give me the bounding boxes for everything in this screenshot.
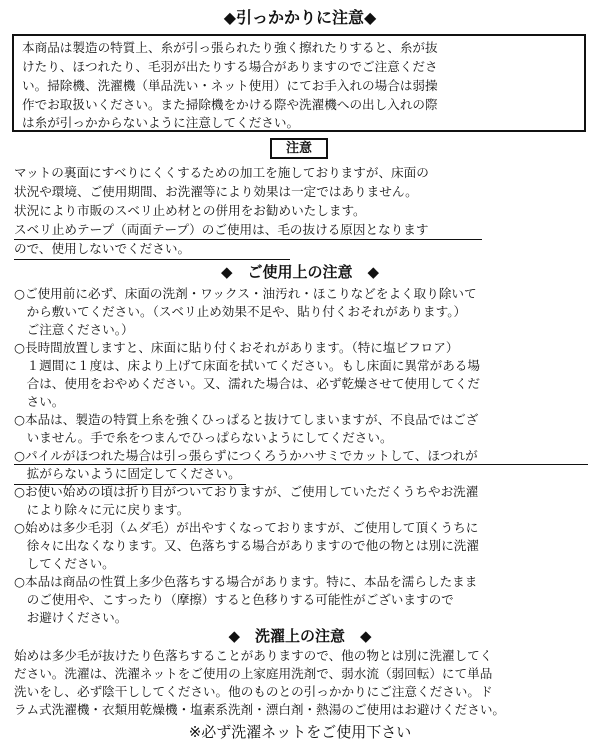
usage-line-2: から敷いてください。（スベリ止め効果不足や、貼り付くおそれがあります。） [14,304,467,319]
caution-line-4: スベリ止めテープ（両面テープ）のご使用は、毛の抜ける原因となります [14,222,429,237]
usage-line-9: いません。手で糸をつまんでひっぱらないようにしてください。 [14,430,393,445]
footer-note: ※必ず洗濯ネットをご使用下さい [188,723,412,741]
usage-line-16: してください。 [14,556,115,571]
usage-line-7: さい。 [14,394,65,409]
caution-underline-2 [14,259,290,260]
usage-line-3: ご注意ください。） [14,322,134,337]
washing-line-4: ラム式洗濯機・衣類用乾燥機・塩素系洗剤・漂白剤・熱湯のご使用はお避けください。 [14,702,506,717]
usage-line-10: ○パイルがほつれた場合は引っ張らずにつくろうかハサミでカットして、ほつれが [14,448,478,463]
caution-line-2: 状況や環境、ご使用期間、お洗濯等により効果は一定ではありません。 [14,184,418,199]
usage-line-5: １週間に１度は、床より上げて床面を拭いてください。もし床面に異常がある場 [14,358,480,373]
section-title-snag: ◆引っかかりに注意◆ [223,8,377,27]
washing-line-3: 洗いをし、必ず陰干ししてください。他のものとの引っかかりにご注意ください。ド [14,684,493,699]
usage-line-6: 合は、使用をおやめください。又、濡れた場合は、必ず乾燥させて使用してくだ [14,376,480,391]
snag-line-1: 本商品は製造の特質上、糸が引っ張られたり強く擦れたりすると、糸が抜 [22,40,438,55]
caution-underline-1 [14,239,482,240]
usage-line-19: お避けください。 [14,610,128,625]
usage-line-1: ○ご使用前に必ず、床面の洗剤・ワックス・油汚れ・ほこりなどをよく取り除いて [14,286,477,301]
usage-line-18: のご使用や、こすったり（摩擦）すると色移りする可能性がございますので [14,592,454,607]
caution-line-5: ので、使用しないでください。 [14,241,191,256]
usage-line-17: ○本品は商品の性質上多少色落ちする場合があります。特に、本品を濡らしたまま [14,574,478,589]
usage-line-13: により除々に元に戻ります。 [14,502,190,517]
snag-line-2: けたり、ほつれたり、毛羽が出たりする場合がありますのでご注意くださ [22,59,438,74]
usage-underline-1 [14,464,588,465]
section-title-washing: ◆ 洗濯上の注意 ◆ [228,627,372,645]
usage-line-8: ○本品は、製造の特質上糸を強くひっぱると抜けてしまいますが、不良品ではござ [14,412,479,427]
caution-line-3: 状況により市販のスベリ止め材との併用をお勧めいたします。 [14,203,366,218]
usage-line-11: 拡がらないように固定してください。 [14,466,241,481]
snag-line-5: は糸が引っかからないように注意してください。 [22,115,300,130]
usage-line-4: ○長時間放置しますと、床面に貼り付くおそれがあります。（特に塩ビフロア） [14,340,459,355]
usage-line-15: 徐々に出なくなります。又、色落ちする場合がありますので他の物とは別に洗濯 [14,538,479,553]
snag-line-4: 作でお取扱いください。また掃除機をかける際や洗濯機への出し入れの際 [22,97,438,112]
washing-line-2: ださい。洗濯は、洗濯ネットをご使用の上家庭用洗剤で、弱水流（弱回転）にて単品 [14,666,493,681]
section-title-caution: 注意 [270,138,328,159]
section-title-usage: ◆ ご使用上の注意 ◆ [220,263,380,281]
snag-line-3: い。掃除機、洗濯機（単品洗い・ネット使用）にてお手入れの場合は弱操 [22,78,438,93]
caution-line-1: マットの裏面にすべりにくくするための加工を施しておりますが、床面の [14,165,429,180]
washing-line-1: 始めは多少毛が抜けたり色落ちすることがありますので、他の物とは別に洗濯してく [14,648,493,663]
usage-line-12: ○お使い始めの頃は折り目がついておりますが、ご使用していただくうちやお洗濯 [14,484,479,499]
usage-line-14: ○始めは多少毛羽（ムダ毛）が出やすくなっておりますが、ご使用して頂くうちに [14,520,479,535]
